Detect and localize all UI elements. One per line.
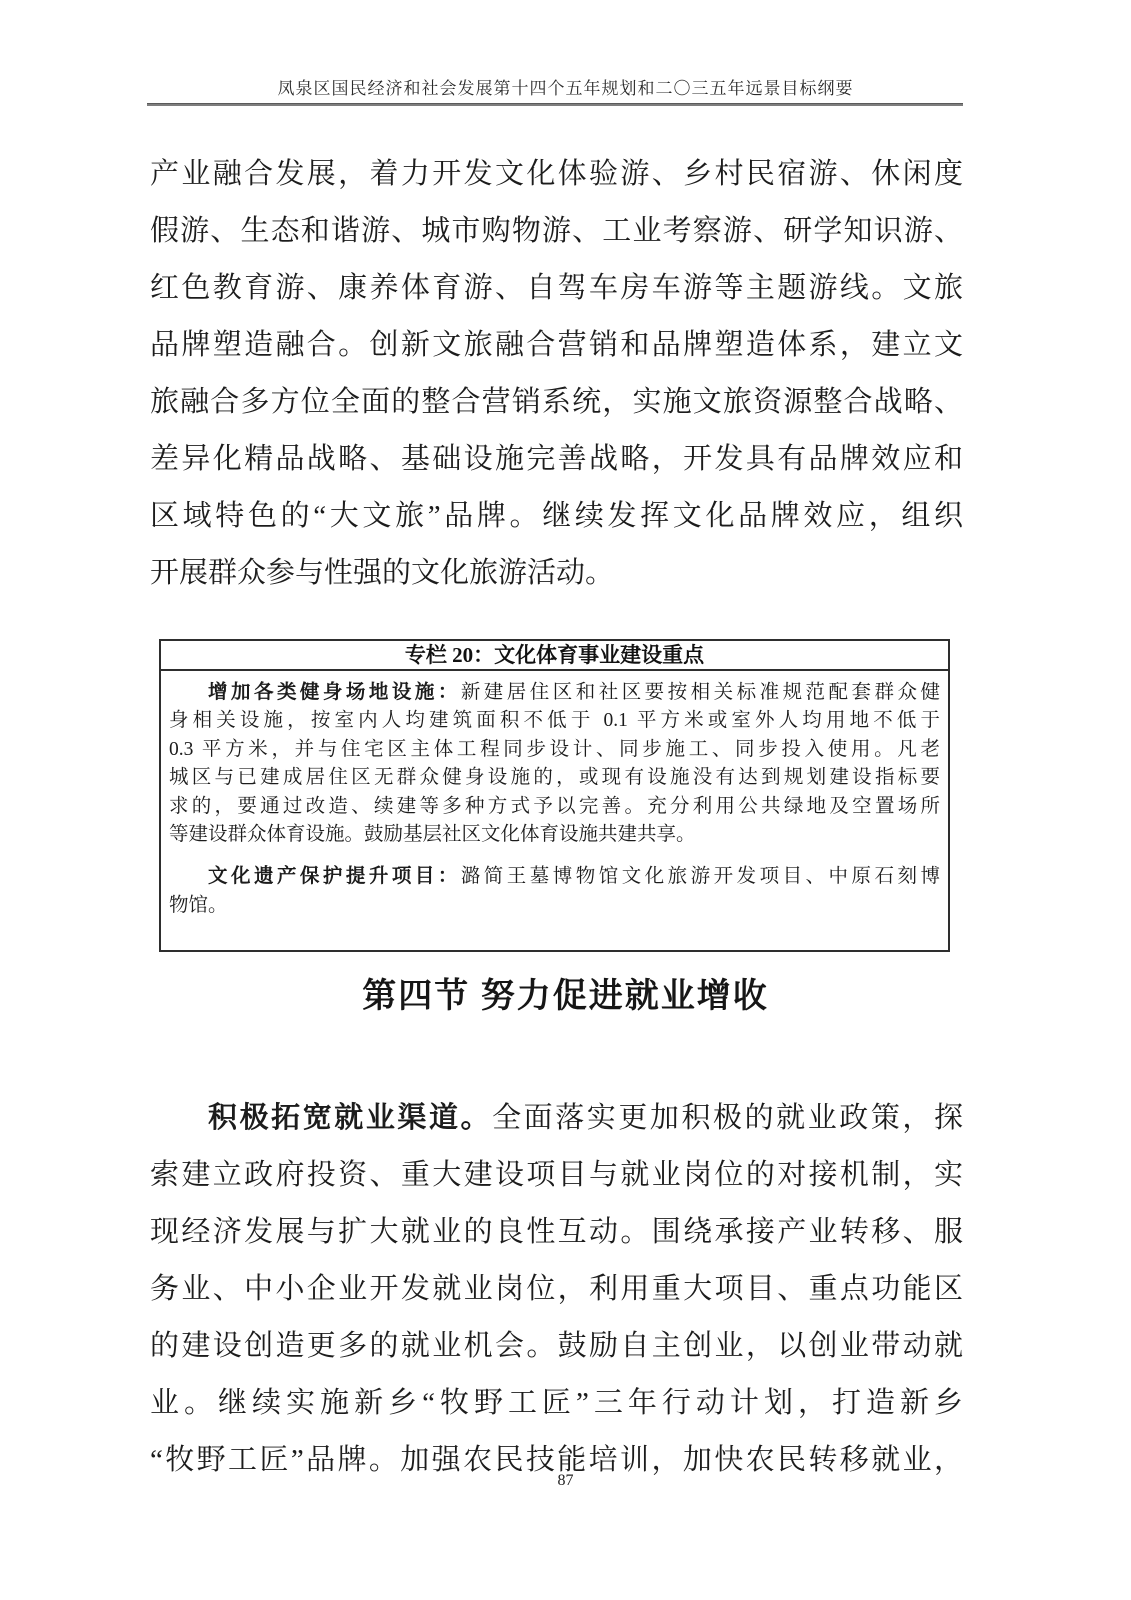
text-segment: 等建设群众体育设施。鼓励基层社区文化体育设施共建共享。 xyxy=(169,823,696,845)
text-segment: 现经济发展与扩大就业的良性互动。围绕承接产业转移、服 xyxy=(150,1216,963,1248)
text-segment: 区域特色的“大文旅”品牌。继续发挥文化品牌效应，组织 xyxy=(150,500,963,532)
section-heading: 第四节 努力促进就业增收 xyxy=(362,978,769,1015)
text-segment: 产业融合发展，着力开发文化体验游、乡村民宿游、休闲度 xyxy=(150,158,963,190)
text-segment: 业。继续实施新乡“牧野工匠”三年行动计划，打造新乡 xyxy=(150,1387,963,1419)
text-segment: 旅融合多方位全面的整合营销系统，实施文旅资源整合战略、 xyxy=(150,386,963,418)
text-line xyxy=(150,1318,963,1375)
text-line xyxy=(169,764,940,792)
text-segment: 假游、生态和谐游、城市购物游、工业考察游、研学知识游、 xyxy=(150,215,963,247)
panel-paragraph-heritage-projects xyxy=(169,863,940,920)
text-segment: 潞简王墓博物馆文化旅游开发项目、中原石刻博 xyxy=(460,866,940,888)
running-header-title: 凤泉区国民经济和社会发展第十四个五年规划和二〇三五年远景目标纲要 xyxy=(277,79,854,98)
text-line xyxy=(150,545,963,602)
text-segment: 务业、中小企业开发就业岗位，利用重大项目、重点功能区 xyxy=(150,1273,963,1305)
panel-title: 专栏 20：文化体育事业建设重点 xyxy=(161,641,948,671)
bold-lead-text: 积极拓宽就业渠道。 xyxy=(208,1102,493,1134)
text-segment: 物馆。 xyxy=(169,894,228,916)
text-segment: 红色教育游、康养体育游、自驾车房车游等主题游线。文旅 xyxy=(150,272,963,304)
text-line xyxy=(150,488,963,545)
text-segment: 全面落实更加积极的就业政策，探 xyxy=(492,1102,963,1134)
text-segment: 0.3 平方米，并与住宅区主体工程同步设计、同步施工、同步投入使用。凡老 xyxy=(169,738,940,760)
column-panel-20 xyxy=(159,639,950,952)
text-segment: 新建居住区和社区要按相关标准规范配套群众健 xyxy=(460,682,940,703)
text-segment: 求的，要通过改造、续建等多种方式予以完善。充分利用公共绿地及空置场所 xyxy=(169,795,940,817)
panel-body xyxy=(161,671,948,920)
text-line xyxy=(150,1147,963,1204)
text-line xyxy=(169,863,940,891)
page-number: 87 xyxy=(557,1472,574,1489)
text-line xyxy=(150,1204,963,1261)
text-segment: 身相关设施，按室内人均建筑面积不低于 0.1 平方米或室外人均用地不低于 xyxy=(169,710,940,732)
text-segment: 城区与已建成居住区无群众健身设施的，或现有设施没有达到规划建设指标要 xyxy=(169,767,940,789)
body-paragraph-employment xyxy=(150,1090,963,1489)
text-segment: 差异化精品战略、基础设施完善战略，开发具有品牌效应和 xyxy=(150,443,963,475)
text-line xyxy=(150,1261,963,1318)
bold-lead-text: 增加各类健身场地设施： xyxy=(208,682,461,703)
text-line xyxy=(150,203,963,260)
bold-lead-text: 文化遗产保护提升项目： xyxy=(208,866,461,888)
text-segment: 品牌塑造融合。创新文旅融合营销和品牌塑造体系，建立文 xyxy=(150,329,963,361)
text-line xyxy=(150,1090,963,1147)
text-segment: 的建设创造更多的就业机会。鼓励自主创业，以创业带动就 xyxy=(150,1330,963,1362)
text-line xyxy=(150,431,963,488)
text-segment: 索建立政府投资、重大建设项目与就业岗位的对接机制，实 xyxy=(150,1159,963,1191)
text-line xyxy=(169,679,940,707)
text-line xyxy=(150,1375,963,1432)
text-line xyxy=(169,892,940,920)
body-paragraph-culture-tourism xyxy=(150,146,963,602)
text-line xyxy=(169,736,940,764)
text-line xyxy=(169,793,940,821)
text-line xyxy=(150,260,963,317)
text-segment: 开展群众参与性强的文化旅游活动。 xyxy=(150,557,615,589)
text-line xyxy=(169,821,940,849)
text-segment: “牧野工匠”品牌。加强农民技能培训，加快农民转移就业， xyxy=(150,1444,963,1476)
text-line xyxy=(169,707,940,735)
text-line xyxy=(150,374,963,431)
text-line xyxy=(150,146,963,203)
header-rule xyxy=(147,103,963,106)
panel-paragraph-fitness-facilities xyxy=(169,679,940,849)
text-line xyxy=(150,317,963,374)
